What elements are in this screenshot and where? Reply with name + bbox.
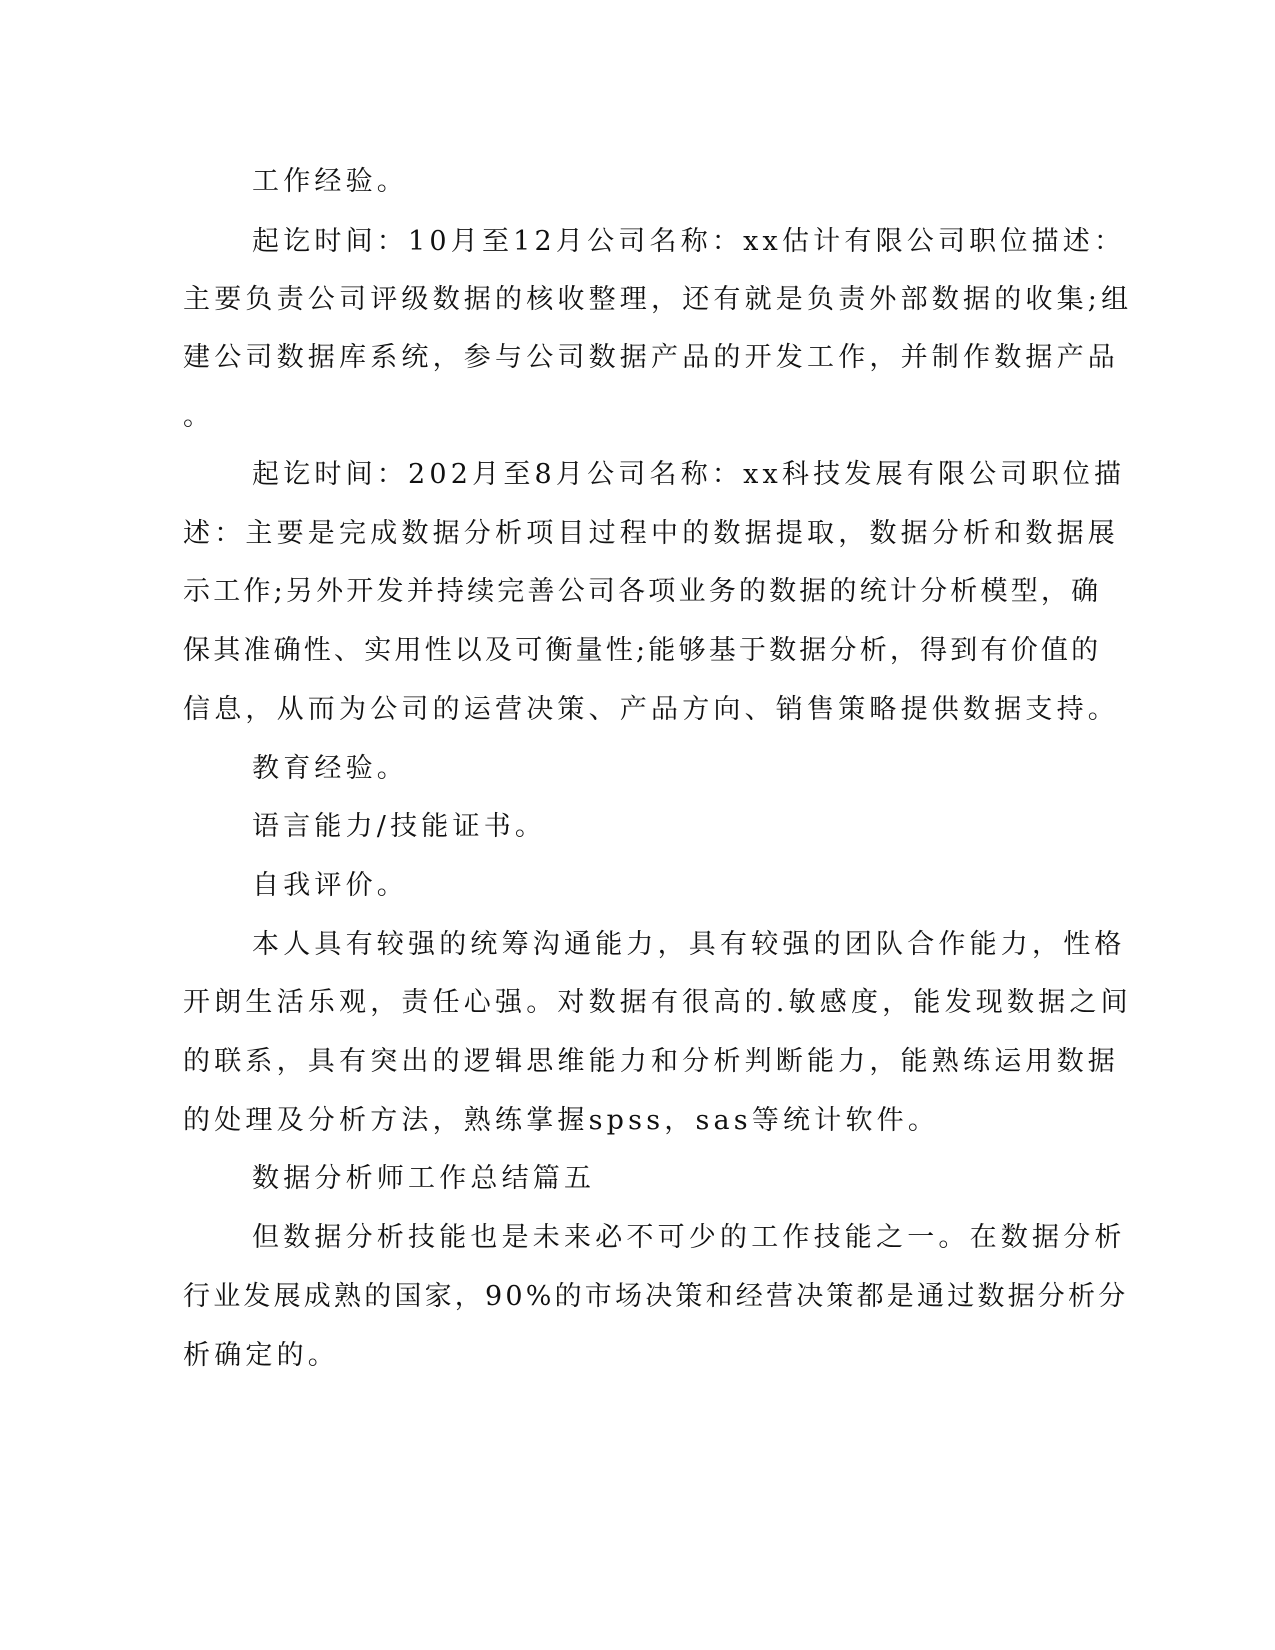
paragraph-line: 。 (183, 401, 215, 432)
paragraph-line: 开朗生活乐观，责任心强。对数据有很高的.敏感度，能发现数据之间 (183, 987, 1132, 1018)
heading-education: 教育经验。 (252, 753, 408, 784)
paragraph-line: 析确定的。 (183, 1340, 339, 1371)
paragraph-line: 保其准确性、实用性以及可衡量性;能够基于数据分析，得到有价值的 (183, 635, 1102, 666)
paragraph-line: 的处理及分析方法，熟练掌握spss，sas等统计软件。 (183, 1105, 940, 1136)
paragraph-line: 行业发展成熟的国家，90%的市场决策和经营决策都是通过数据分析分 (183, 1281, 1129, 1312)
paragraph-line: 述：主要是完成数据分析项目过程中的数据提取，数据分析和数据展 (183, 518, 1119, 549)
paragraph-line: 示工作;另外开发并持续完善公司各项业务的数据的统计分析模型，确 (183, 576, 1102, 607)
paragraph-line: 但数据分析技能也是未来必不可少的工作技能之一。在数据分析 (252, 1222, 1126, 1253)
paragraph-line: 信息，从而为公司的运营决策、产品方向、销售策略提供数据支持。 (183, 694, 1119, 725)
paragraph-line: 主要负责公司评级数据的核收整理，还有就是负责外部数据的收集;组 (183, 284, 1133, 315)
heading-work-experience: 工作经验。 (252, 166, 408, 197)
section-title: 数据分析师工作总结篇五 (252, 1163, 596, 1194)
paragraph-line: 本人具有较强的统筹沟通能力，具有较强的团队合作能力，性格 (252, 929, 1126, 960)
paragraph-line: 的联系，具有突出的逻辑思维能力和分析判断能力，能熟练运用数据 (183, 1046, 1119, 1077)
paragraph-line: 起讫时间：10月至12月公司名称：xx估计有限公司职位描述： (252, 226, 1126, 257)
paragraph-line: 建公司数据库系统，参与公司数据产品的开发工作，并制作数据产品 (183, 342, 1119, 373)
heading-language-skills: 语言能力/技能证书。 (252, 811, 547, 842)
paragraph-line: 起讫时间：202月至8月公司名称：xx科技发展有限公司职位描 (252, 459, 1126, 490)
heading-self-evaluation: 自我评价。 (252, 870, 408, 901)
